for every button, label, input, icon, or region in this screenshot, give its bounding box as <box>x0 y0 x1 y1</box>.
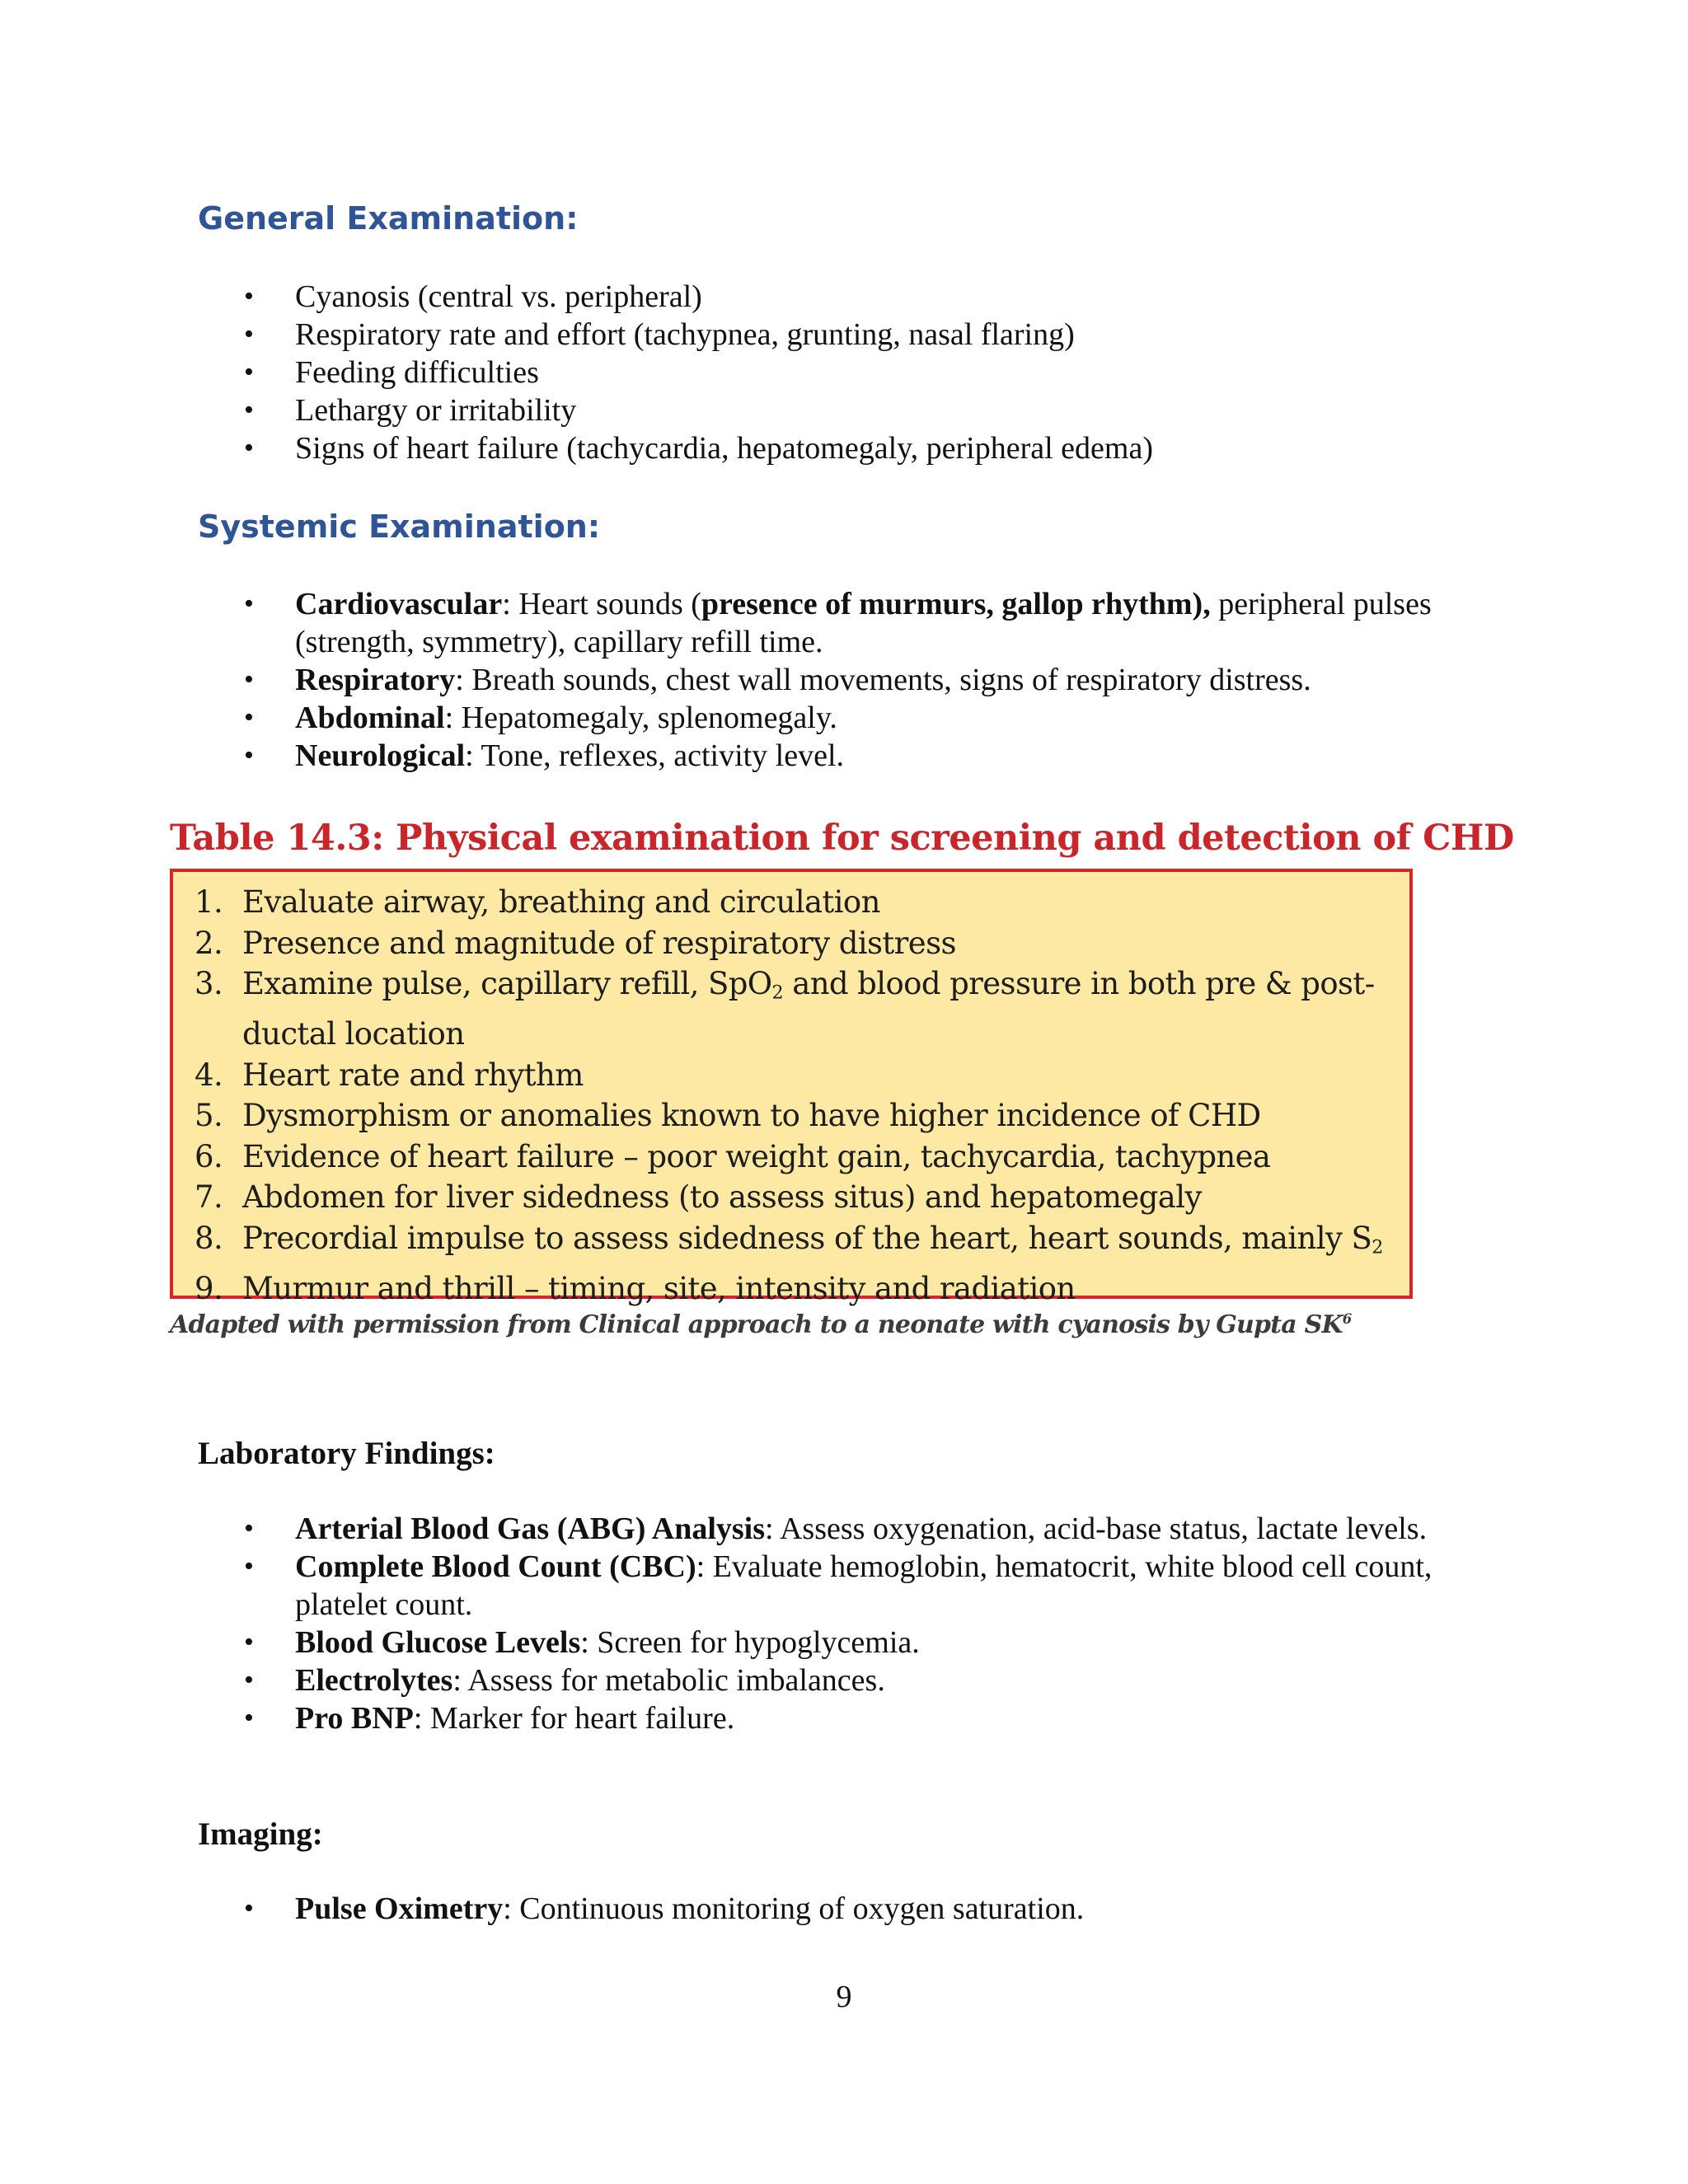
table-figure-title: Table 14.3: Physical examination for screening and detection of CHD <box>170 818 1514 859</box>
table-figure-caption: Adapted with permission from Clinical approach to a neonate with cyanosis by Gupta $SK^6$ <box>170 1310 1352 1339</box>
bullet-icon: • <box>244 740 254 771</box>
list-item: • Lethargy or irritability <box>244 393 577 428</box>
bullet-icon: • <box>244 1665 254 1695</box>
list-item: • Complete Blood Count (CBC): Evaluate hemoglobin, hematocrit, white blood cell count, platelet count. <box>244 1549 1432 1622</box>
item-term: Neurological <box>295 738 466 773</box>
bullet-icon: • <box>244 702 254 733</box>
table-figure-list <box>195 882 1406 1309</box>
list-item: 8. Precordial impulse to assess sidedness of the heart, heart sounds, mainly $S_2$ <box>195 1220 1383 1258</box>
bullet-icon: • <box>244 1893 254 1924</box>
bullet-icon: • <box>244 588 254 619</box>
bullet-icon: • <box>244 1703 254 1733</box>
list-item: • Signs of heart failure (tachycardia, hepatomegaly, peripheral edema) <box>244 431 1153 466</box>
table-figure-box <box>170 869 1413 1306</box>
imaging-heading: Imaging: <box>198 1816 323 1852</box>
list-item: 5. Dysmorphism or anomalies known to have higher incidence of CHD <box>195 1098 1261 1134</box>
list-item: 7. Abdomen for liver sidedness (to assess situs) and hepatomegaly <box>195 1179 1202 1216</box>
item-term: Complete Blood Count (CBC) <box>295 1549 696 1584</box>
list-item: • Cardiovascular: Heart sounds (presence of murmurs, gallop rhythm), peripheral pulses (strength, symmetry), capillary refill time. <box>244 587 1432 659</box>
list-item: • Cyanosis (central vs. peripheral) <box>244 279 702 314</box>
item-term: Arterial Blood Gas (ABG) Analysis <box>295 1511 766 1546</box>
list-item: • Neurological: Tone, reflexes, activity level. <box>244 738 845 773</box>
list-item: • Abdominal: Hepatomegaly, splenomegaly. <box>244 701 837 735</box>
bullet-icon: • <box>244 357 254 387</box>
item-term: Pulse Oximetry <box>295 1891 504 1926</box>
list-item: • Pulse Oximetry: Continuous monitoring of oxygen saturation. <box>244 1891 1085 1926</box>
item-term: Abdominal <box>295 701 445 735</box>
item-term: Respiratory <box>295 663 456 697</box>
bullet-icon: • <box>244 319 254 349</box>
list-item: 1. Evaluate airway, breathing and circulation <box>195 884 880 920</box>
bullet-icon: • <box>244 281 254 312</box>
bullet-icon: • <box>244 1513 254 1544</box>
list-item: • Respiratory: Breath sounds, chest wall movements, signs of respiratory distress. <box>244 663 1311 697</box>
general-examination-heading: General Examination: <box>198 200 579 237</box>
bullet-icon: • <box>244 664 254 695</box>
reference-number: 6 <box>1342 1311 1352 1327</box>
list-item: 6. Evidence of heart failure – poor weight gain, tachycardia, tachypnea <box>195 1138 1271 1174</box>
bullet-icon: • <box>244 1551 254 1582</box>
list-item: 9. Murmur and thrill – timing, site, intensity and radiation <box>195 1270 1076 1306</box>
general-examination-list <box>198 278 1451 467</box>
bullet-icon: • <box>244 395 254 425</box>
list-item: 4. Heart rate and rhythm <box>195 1057 584 1093</box>
list-item: 2. Presence and magnitude of respiratory distress <box>195 925 956 961</box>
list-item: • Feeding difficulties <box>244 355 539 390</box>
bullet-icon: • <box>244 433 254 463</box>
item-term: Cardiovascular <box>295 587 503 621</box>
systemic-examination-list <box>198 585 1451 775</box>
imaging-list <box>198 1890 1451 1928</box>
list-item: • Electrolytes: Assess for metabolic imbalances. <box>244 1663 885 1698</box>
laboratory-findings-list <box>198 1510 1451 1737</box>
item-term: Electrolytes <box>295 1663 453 1698</box>
list-item: • Respiratory rate and effort (tachypnea, grunting, nasal flaring) <box>244 317 1075 352</box>
bullet-icon: • <box>244 1627 254 1657</box>
item-term: Blood Glucose Levels <box>295 1625 581 1660</box>
laboratory-findings-heading: Laboratory Findings: <box>198 1436 495 1471</box>
systemic-examination-heading: Systemic Examination: <box>198 509 601 545</box>
item-term: Pro BNP <box>295 1701 414 1736</box>
list-item: • Pro BNP: Marker for heart failure. <box>244 1701 735 1736</box>
list-item: • Blood Glucose Levels: Screen for hypoglycemia. <box>244 1625 920 1660</box>
list-item: 3. Examine pulse, capillary refill, SpO$_2$ and blood pressure in both pre & post- ductal location <box>195 966 1375 1052</box>
list-item: • Arterial Blood Gas (ABG) Analysis: Assess oxygenation, acid-base status, lactate levels. <box>244 1511 1428 1546</box>
page-number: 9 <box>836 1980 852 2014</box>
